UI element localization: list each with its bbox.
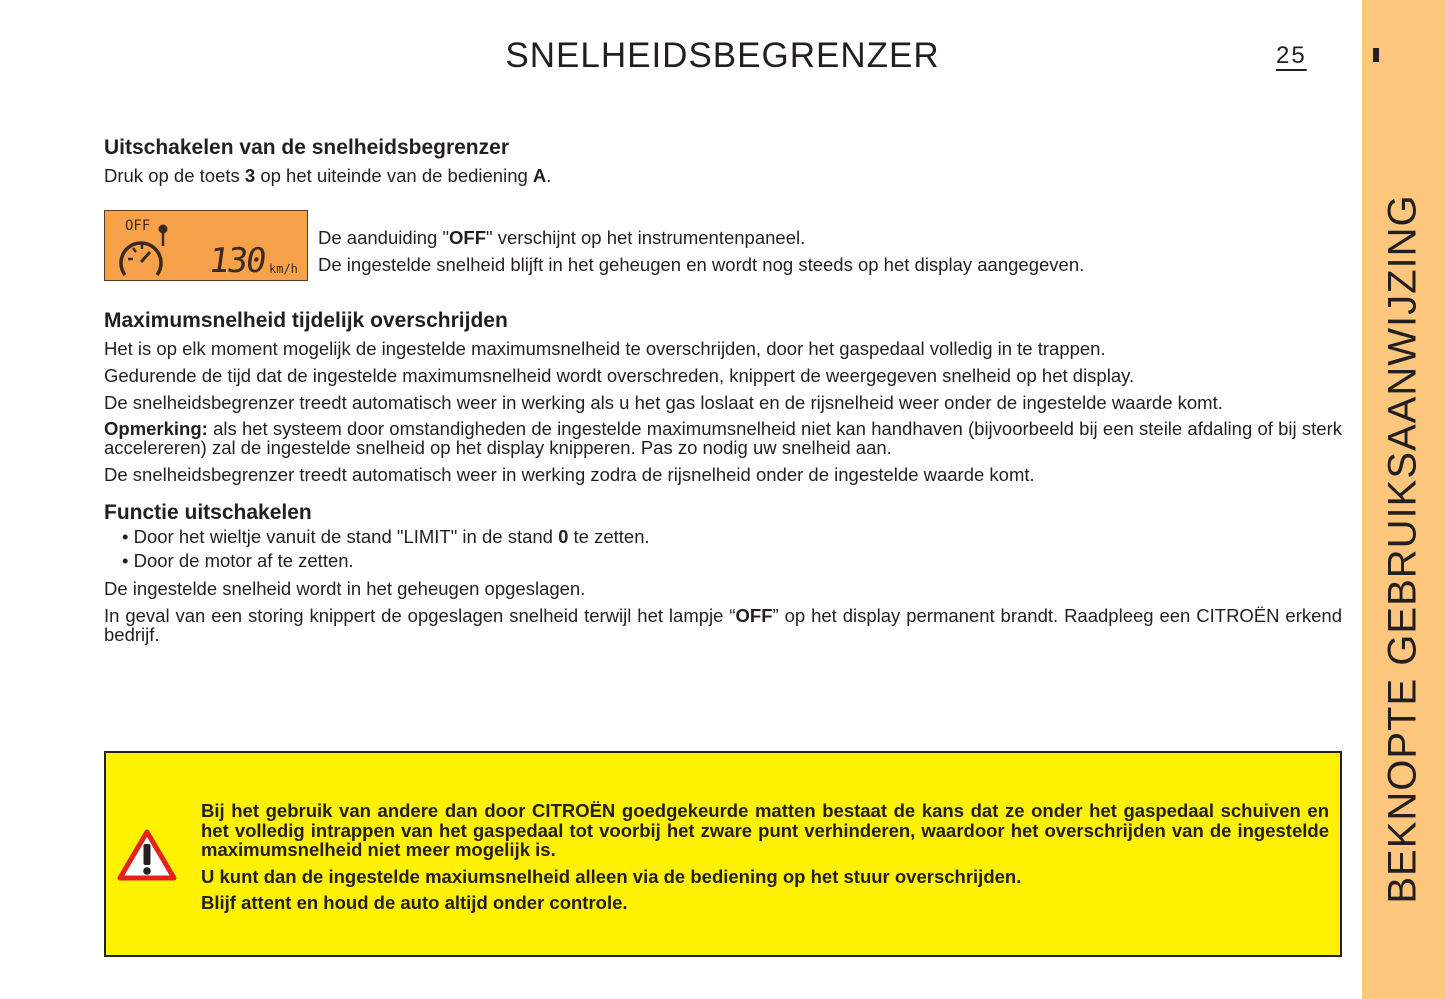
warning-text-steering: U kunt dan de ingestelde maxiumsnelheid alleen via de bediening op het stuur overschrijden. <box>201 866 1022 887</box>
list-item-wheel: • Door het wieltje vanuit de stand "LIMIT" in de stand 0 te zetten. <box>122 526 650 547</box>
paragraph-exceed-1: Het is op elk moment mogelijk de ingestelde maximumsnelheid te overschrijden, door het gaspedaal volledig in te trappen. <box>104 338 1106 359</box>
paragraph-exceed-3: De snelheidsbegrenzer treedt automatisch weer in werking als u het gas loslaat en de rijsnelheid weer onder de ingestelde waarde komt. <box>104 392 1223 413</box>
paragraph-note: Opmerking: als het systeem door omstandigheden de ingestelde maximumsnelheid niet kan handhaven (bijvoorbeeld bij een steile afdaling of bij sterk accelereren) zal de ingestelde snelheid op het display knipperen. Pas zo nodig uw snelheid aan. <box>104 418 1342 458</box>
heading-function-off: Functie uitschakelen <box>104 501 312 524</box>
heading-disable-limiter: Uitschakelen van de snelheidsbegrenzer <box>104 136 509 159</box>
page-number: 25 <box>1276 42 1307 69</box>
warning-box <box>104 751 1342 957</box>
paragraph-press-button: Druk op de toets 3 op het uiteinde van de bediening A. <box>104 165 552 186</box>
paragraph-exceed-4: De snelheidsbegrenzer treedt automatisch weer in werking zodra de rijsnelheid onder de ingestelde waarde komt. <box>104 464 1035 485</box>
warning-text-mats: Bij het gebruik van andere dan door CITROËN goedgekeurde matten bestaat de kans dat ze onder het gaspedaal schuiven en het volledig intrappen van het gaspedaal tot voorbij het zware punt verhinderen, waardoor het overschrijden van de ingestelde maximumsnelheid niet meer mogelijk is. <box>201 800 1329 860</box>
sidebar-marker <box>1373 48 1379 62</box>
display-speed-value: 130 <box>206 241 268 281</box>
display-speed-unit: km/h <box>269 262 298 276</box>
sidebar-label: BEKNOPTE GEBRUIKSAANWIJZING <box>1380 194 1425 904</box>
heading-exceed-speed: Maximumsnelheid tijdelijk overschrijden <box>104 309 508 332</box>
display-line-memory: De ingestelde snelheid blijft in het geheugen en wordt nog steeds op het display aangegeven. <box>318 254 1085 275</box>
display-off-label: OFF <box>125 218 151 234</box>
warning-triangle-icon <box>116 828 178 882</box>
paragraph-memory: De ingestelde snelheid wordt in het geheugen opgeslagen. <box>104 578 586 599</box>
page-title: SNELHEIDSBEGRENZER <box>505 36 940 75</box>
warning-text-attention: Blijf attent en houd de auto altijd onder controle. <box>201 892 628 913</box>
paragraph-exceed-2: Gedurende de tijd dat de ingestelde maximumsnelheid wordt overschreden, knippert de weergegeven snelheid op het display. <box>104 365 1135 386</box>
paragraph-failure: In geval van een storing knippert de opgeslagen snelheid terwijl het lampje “OFF” op het display permanent brandt. Raadpleeg een CITROËN erkend bedrijf. <box>104 605 1342 645</box>
display-line-off: De aanduiding "OFF" verschijnt op het instrumentenpaneel. <box>318 227 806 248</box>
list-item-engine: • Door de motor af te zetten. <box>122 550 354 571</box>
instrument-display <box>104 210 308 281</box>
